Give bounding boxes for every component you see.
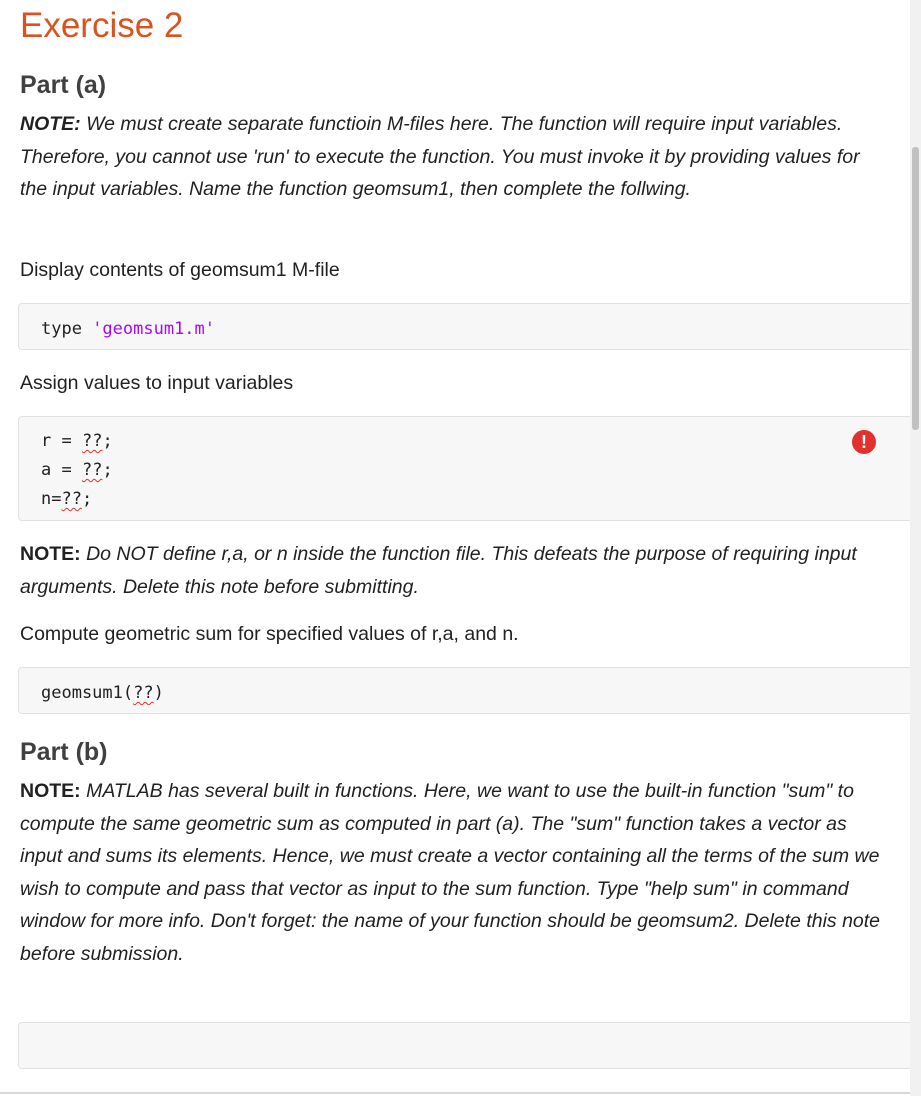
- note-label: NOTE:: [20, 543, 81, 565]
- code-text: geomsum1(: [41, 683, 134, 703]
- scrollbar-thumb[interactable]: [912, 147, 919, 430]
- code-text: a =: [41, 460, 82, 480]
- code-block-empty[interactable]: [18, 1022, 910, 1069]
- code-keyword: type: [41, 319, 93, 339]
- code-block-assign[interactable]: [18, 416, 910, 521]
- code-text: ;: [81, 489, 93, 509]
- note-label: NOTE:: [20, 780, 81, 802]
- bottom-divider: [0, 1092, 910, 1094]
- code-block-call[interactable]: [18, 667, 910, 714]
- code-string: 'geomsum1.m': [92, 319, 216, 339]
- note-text: MATLAB has several built in functions. Here, we want to use the built-in function "sum" to compute the same geometric sum as computed in part (a). The "sum" function takes a vector as input and sums its elements. Hence, we must create a vector containing all the terms of the sum we wish to compute and pass that vector as input to the sum function. Type "help sum" in command window for more info. Don't forget: the name of your function should be geomsum2. Delete this note before submission.: [20, 780, 881, 965]
- exercise-title: Exercise 2: [20, 6, 184, 45]
- part-a-note[interactable]: [20, 108, 890, 206]
- assign-instruction[interactable]: Assign values to input variables: [20, 372, 294, 394]
- part-b-note[interactable]: [20, 775, 890, 970]
- syntax-error-token: ??: [81, 460, 103, 480]
- code-text: ;: [102, 460, 113, 480]
- code-text: r =: [41, 431, 82, 451]
- note-text: Do NOT define r,a, or n inside the function file. This defeats the purpose of requiring input arguments. Delete this note before submitting.: [20, 543, 857, 598]
- code-text: n=: [41, 489, 62, 509]
- display-instruction[interactable]: Display contents of geomsum1 M-file: [20, 259, 340, 281]
- note-label: NOTE:: [20, 113, 81, 135]
- vertical-scrollbar[interactable]: [910, 0, 921, 1096]
- compute-instruction[interactable]: Compute geometric sum for specified values of r,a, and n.: [20, 623, 519, 645]
- error-icon[interactable]: !: [852, 430, 876, 454]
- note-text: We must create separate functioin M-files here. The function will require input variables. Therefore, you cannot use 'run' to execute the function. You must invoke it by providing values for the input variables. Name the function geomsum1, then complete the follwing.: [20, 113, 860, 200]
- part-a-note-2[interactable]: [20, 538, 890, 603]
- syntax-error-token: ??: [81, 431, 103, 451]
- code-block-type[interactable]: [18, 303, 910, 350]
- part-a-heading: Part (a): [20, 71, 107, 99]
- syntax-error-token: ??: [61, 489, 82, 509]
- syntax-error-token: ??: [133, 683, 154, 703]
- part-b-heading: Part (b): [20, 738, 108, 766]
- code-text: ;: [102, 431, 113, 451]
- code-text: ): [153, 683, 164, 703]
